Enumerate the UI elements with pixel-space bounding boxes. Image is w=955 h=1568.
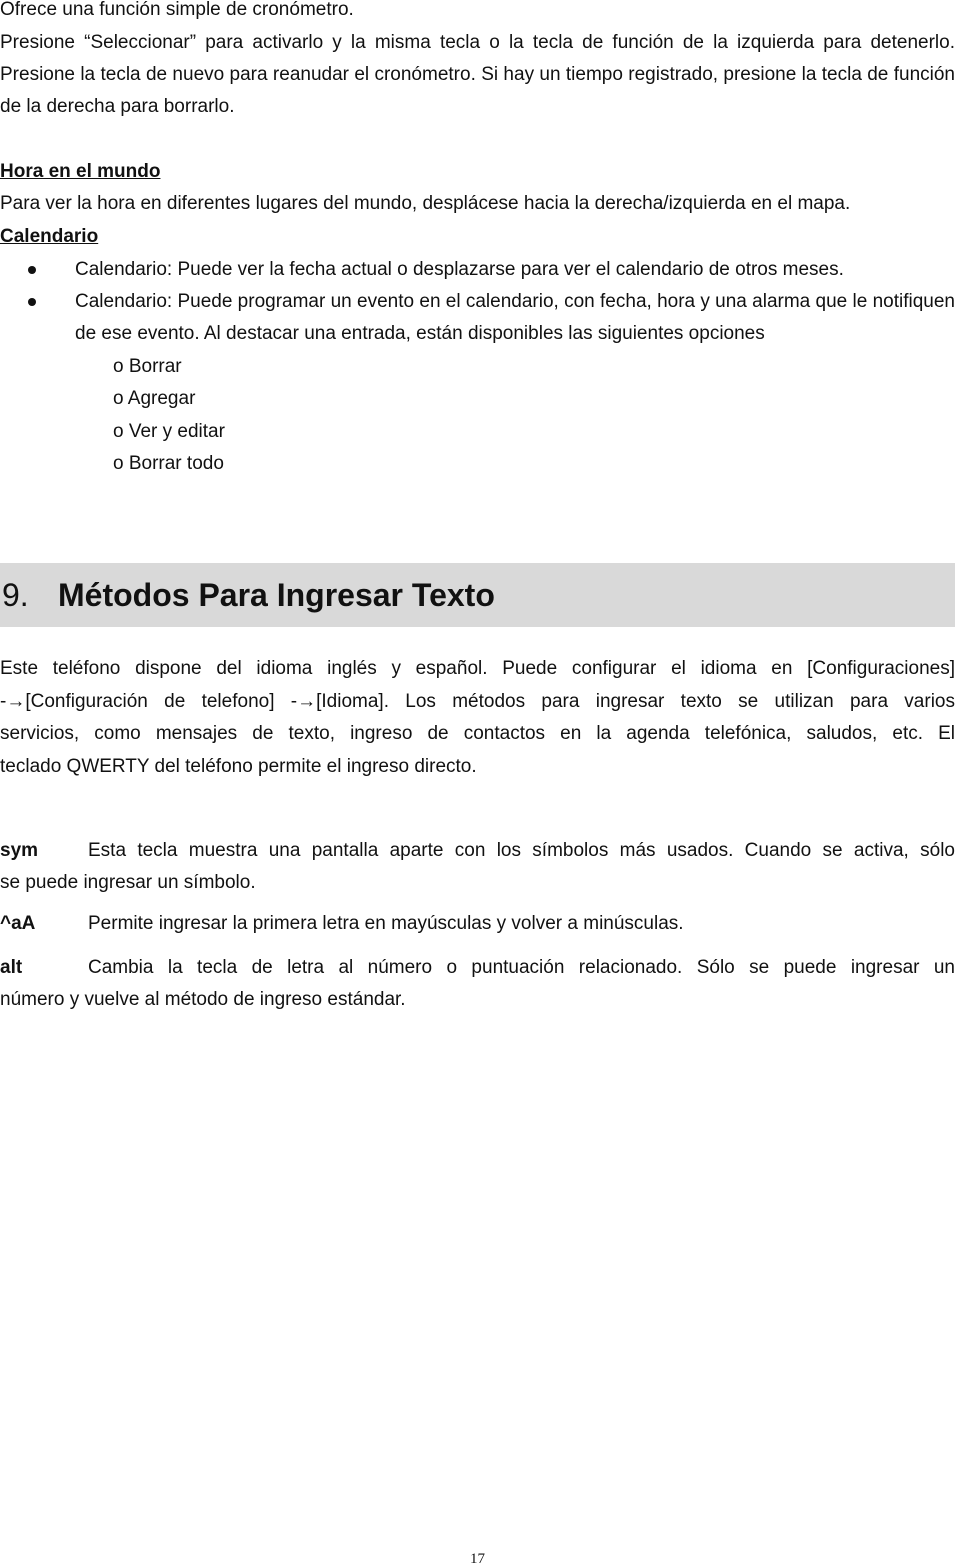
page-number: 17 [470, 1551, 485, 1567]
intro-line: -→[Configuración de telefono] -→[Idioma]. Los métodos para ingresar texto se utilizan para varios [0, 691, 955, 712]
intro-line: servicios, como mensajes de texto, ingreso de contactos en la agenda telefónica, saludos, etc. El [0, 723, 955, 744]
key-definition: Esta tecla muestra una pantalla aparte con los símbolos más usados. Cuando se activa, sólo [88, 840, 955, 861]
bullet-icon [28, 266, 36, 274]
calendar-option: o Borrar [113, 356, 182, 377]
key-term-sym: sym [0, 840, 39, 861]
key-term-alt: alt [0, 957, 23, 978]
section-heading [0, 563, 955, 627]
intro-line: teclado QWERTY del teléfono permite el ingreso directo. [0, 756, 477, 777]
calendar-option: o Ver y editar [113, 421, 225, 442]
calendar-option: o Agregar [113, 388, 196, 409]
calendar-bullet: Calendario: Puede ver la fecha actual o desplazarse para ver el calendario de otros meses. [75, 259, 844, 280]
world-time-body: Para ver la hora en diferentes lugares del mundo, desplácese hacia la derecha/izquierda en el mapa. [0, 193, 851, 214]
intro-line: Este teléfono dispone del idioma inglés y español. Puede configurar el idioma en [Configuraciones] [0, 658, 955, 679]
key-definition-continued: número y vuelve al método de ingreso estándar. [0, 989, 406, 1010]
key-definition: Permite ingresar la primera letra en mayúsculas y volver a minúsculas. [88, 913, 684, 934]
key-term-shift: ^aA [0, 913, 36, 934]
world-time-heading: Hora en el mundo [0, 161, 161, 182]
calendar-bullet: Calendario: Puede programar un evento en el calendario, con fecha, hora y una alarma que le notifiquen de ese evento. Al destacar una entrada, están disponibles las siguientes opciones [75, 291, 955, 344]
bullet-icon [28, 298, 36, 306]
key-definition: Cambia la tecla de letra al número o puntuación relacionado. Sólo se puede ingresar un [88, 957, 955, 978]
stopwatch-body: Presione “Seleccionar” para activarlo y la misma tecla o la tecla de función de la izquierda para detenerlo. Presione la tecla de nuevo para reanudar el cronómetro. Si hay un tiempo registrado, presione la tecla de función de la derecha para borrarlo. [0, 32, 955, 117]
section-title: Métodos Para Ingresar Texto [58, 577, 495, 613]
calendar-option: o Borrar todo [113, 453, 224, 474]
calendar-heading: Calendario [0, 226, 99, 247]
section-number: 9. [2, 577, 29, 613]
stopwatch-intro: Ofrece una función simple de cronómetro. [0, 0, 354, 20]
key-definition-continued: se puede ingresar un símbolo. [0, 872, 256, 893]
